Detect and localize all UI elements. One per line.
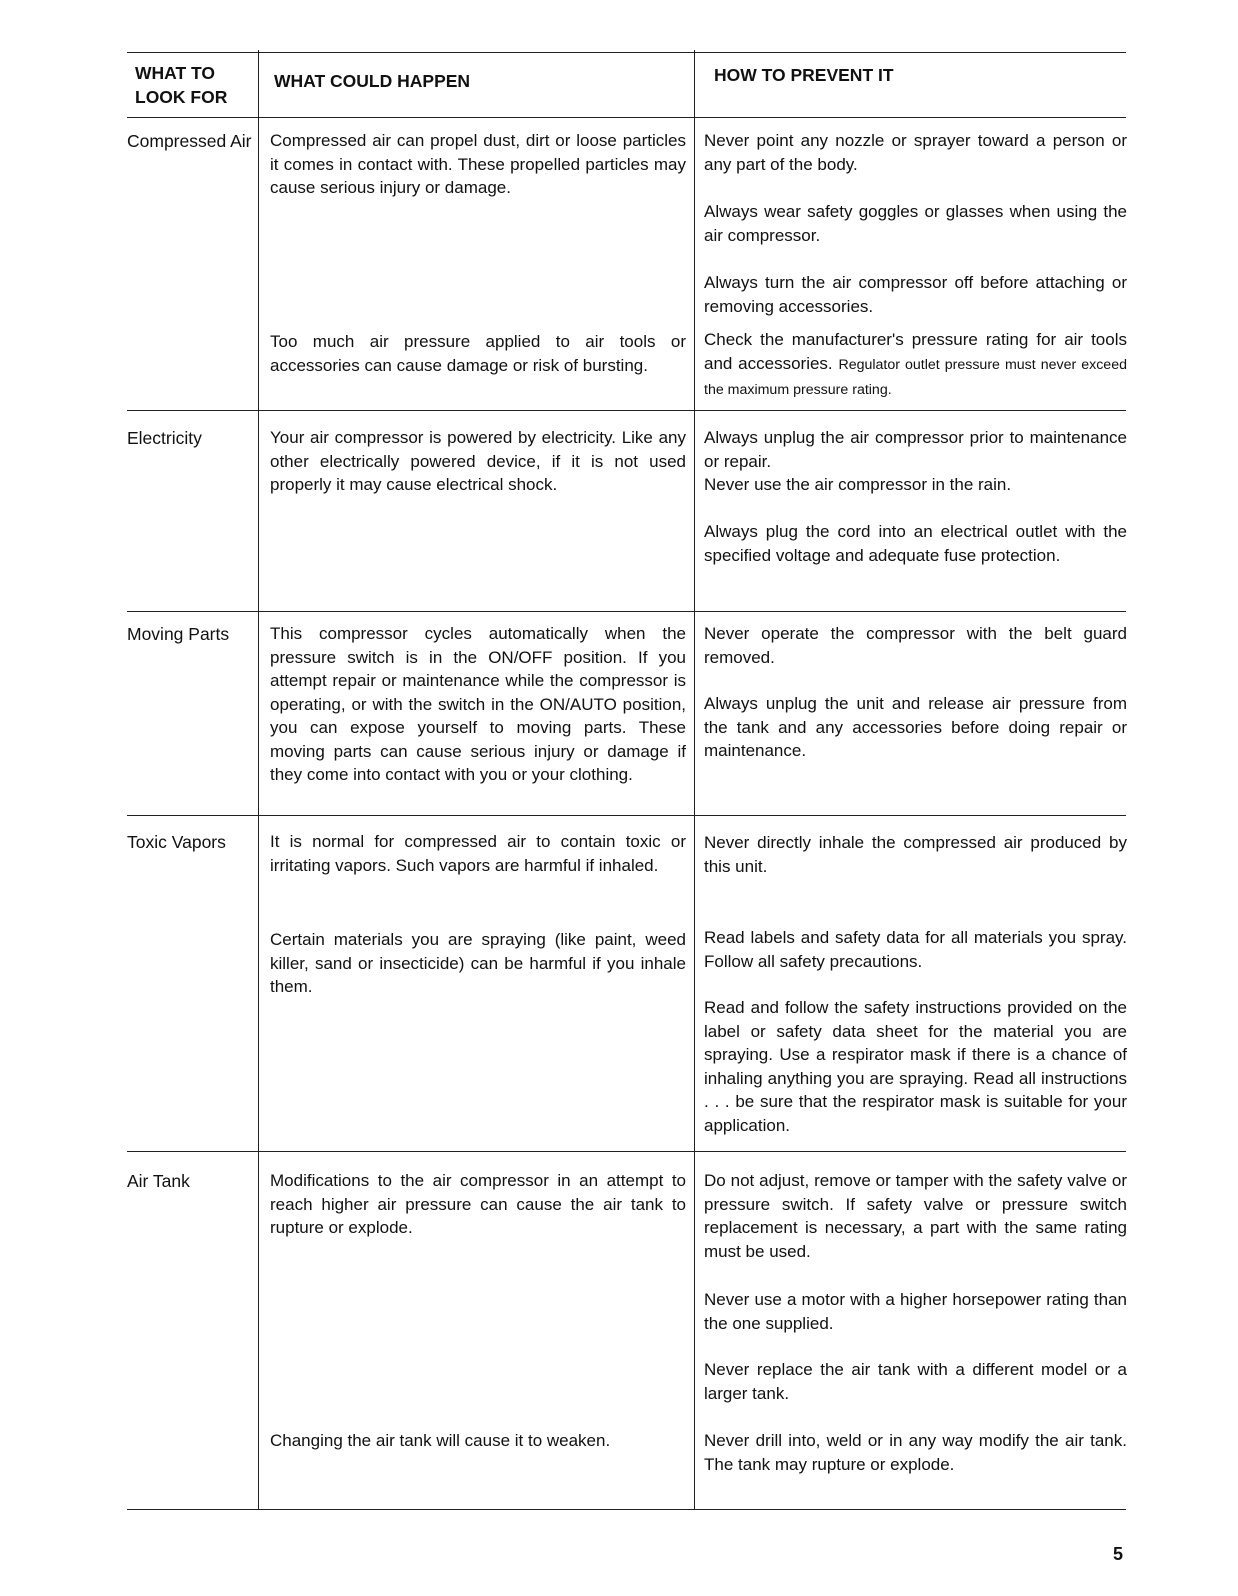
hazard-text: Compressed air can propel dust, dirt or loose particles it comes in contact with. These propelled particles may cause serious injury or damage.: [270, 131, 686, 197]
prevention-text: Always turn the air compressor off before attaching or removing accessories.: [704, 273, 1127, 316]
column-divider-right: [694, 50, 695, 1510]
header-what-could-happen: WHAT COULD HAPPEN: [274, 71, 471, 91]
hazard-text: This compressor cycles automatically when the pressure switch is in the ON/OFF position. If you attempt repair or maintenance while the compressor is operating, or with the switch in the ON/AUTO position, you can expose yourself to moving parts. These moving parts can cause serious injury or damage if they come into contact with you or your clothing.: [270, 624, 686, 784]
prevention-text: Read labels and safety data for all materials you spray. Follow all safety precautions.: [704, 928, 1127, 971]
page-number: 5: [1113, 1544, 1124, 1564]
prevention-text: Never replace the air tank with a different model or a larger tank.: [704, 1360, 1127, 1403]
column-divider-left: [258, 50, 259, 1510]
prevention-text: Do not adjust, remove or tamper with the safety valve or pressure switch. If safety valve or pressure switch replacement is necessary, a part with the same rating must be used.: [704, 1171, 1127, 1261]
prevention-text: Never use a motor with a higher horsepower rating than the one supplied.: [704, 1290, 1127, 1333]
prevention-text: Never point any nozzle or sprayer toward a person or any part of the body.: [704, 131, 1127, 174]
row-rule: [127, 815, 1126, 816]
hazard-text: It is normal for compressed air to contain toxic or irritating vapors. Such vapors are harmful if inhaled.: [270, 832, 686, 875]
prevention-text: Never directly inhale the compressed air produced by this unit.: [704, 833, 1127, 876]
header-what-to-look-for: WHAT TO LOOK FOR: [135, 63, 228, 107]
row-rule: [127, 611, 1126, 612]
category-toxic-vapors: Toxic Vapors: [127, 832, 226, 852]
hazard-text: Certain materials you are spraying (like paint, weed killer, sand or insecticide) can be harmful if you inhale them.: [270, 930, 686, 996]
prevention-text: Never drill into, weld or in any way modify the air tank. The tank may rupture or explode.: [704, 1431, 1127, 1474]
prevention-text: Always unplug the unit and release air pressure from the tank and any accessories before doing repair or maintenance.: [704, 694, 1127, 760]
category-compressed-air: Compressed Air: [127, 131, 252, 151]
prevention-text: Read and follow the safety instructions provided on the label or safety data sheet for the material you are spraying. Use a respirator mask if there is a chance of inhaling anything you are spraying. Read all instructions . . . be sure that the respirator mask is suitable for your application.: [704, 998, 1127, 1135]
hazard-text: Changing the air tank will cause it to weaken.: [270, 1431, 611, 1450]
prevention-text-note: Regulator outlet pressure must never exceed the maximum pressure rating.: [704, 356, 1127, 398]
prevention-text-main: Check the manufacturer's pressure rating for air tools and accessories.: [704, 330, 1127, 373]
row-rule: [127, 410, 1126, 411]
prevention-text: [704, 328, 1127, 403]
prevention-text: Always plug the cord into an electrical outlet with the specified voltage and adequate fuse protection.: [704, 522, 1127, 565]
bottom-rule: [127, 1509, 1126, 1510]
category-air-tank: Air Tank: [127, 1171, 190, 1191]
prevention-text: Never operate the compressor with the belt guard removed.: [704, 624, 1127, 667]
category-moving-parts: Moving Parts: [127, 624, 230, 644]
prevention-text: Never use the air compressor in the rain.: [704, 475, 1012, 494]
hazard-text: Too much air pressure applied to air tools or accessories can cause damage or risk of bursting.: [270, 332, 686, 375]
header-rule: [127, 117, 1126, 118]
header-how-to-prevent-it: HOW TO PREVENT IT: [714, 65, 894, 85]
prevention-text: Always wear safety goggles or glasses when using the air compressor.: [704, 202, 1127, 245]
prevention-text: Always unplug the air compressor prior to maintenance or repair.: [704, 428, 1127, 471]
row-rule: [127, 1151, 1126, 1152]
hazard-text: Modifications to the air compressor in an attempt to reach higher air pressure can cause the air tank to rupture or explode.: [270, 1171, 686, 1237]
top-rule: [127, 52, 1126, 53]
category-electricity: Electricity: [127, 428, 202, 448]
hazard-text: Your air compressor is powered by electricity. Like any other electrically powered device, if it is not used properly it may cause electrical shock.: [270, 428, 686, 494]
